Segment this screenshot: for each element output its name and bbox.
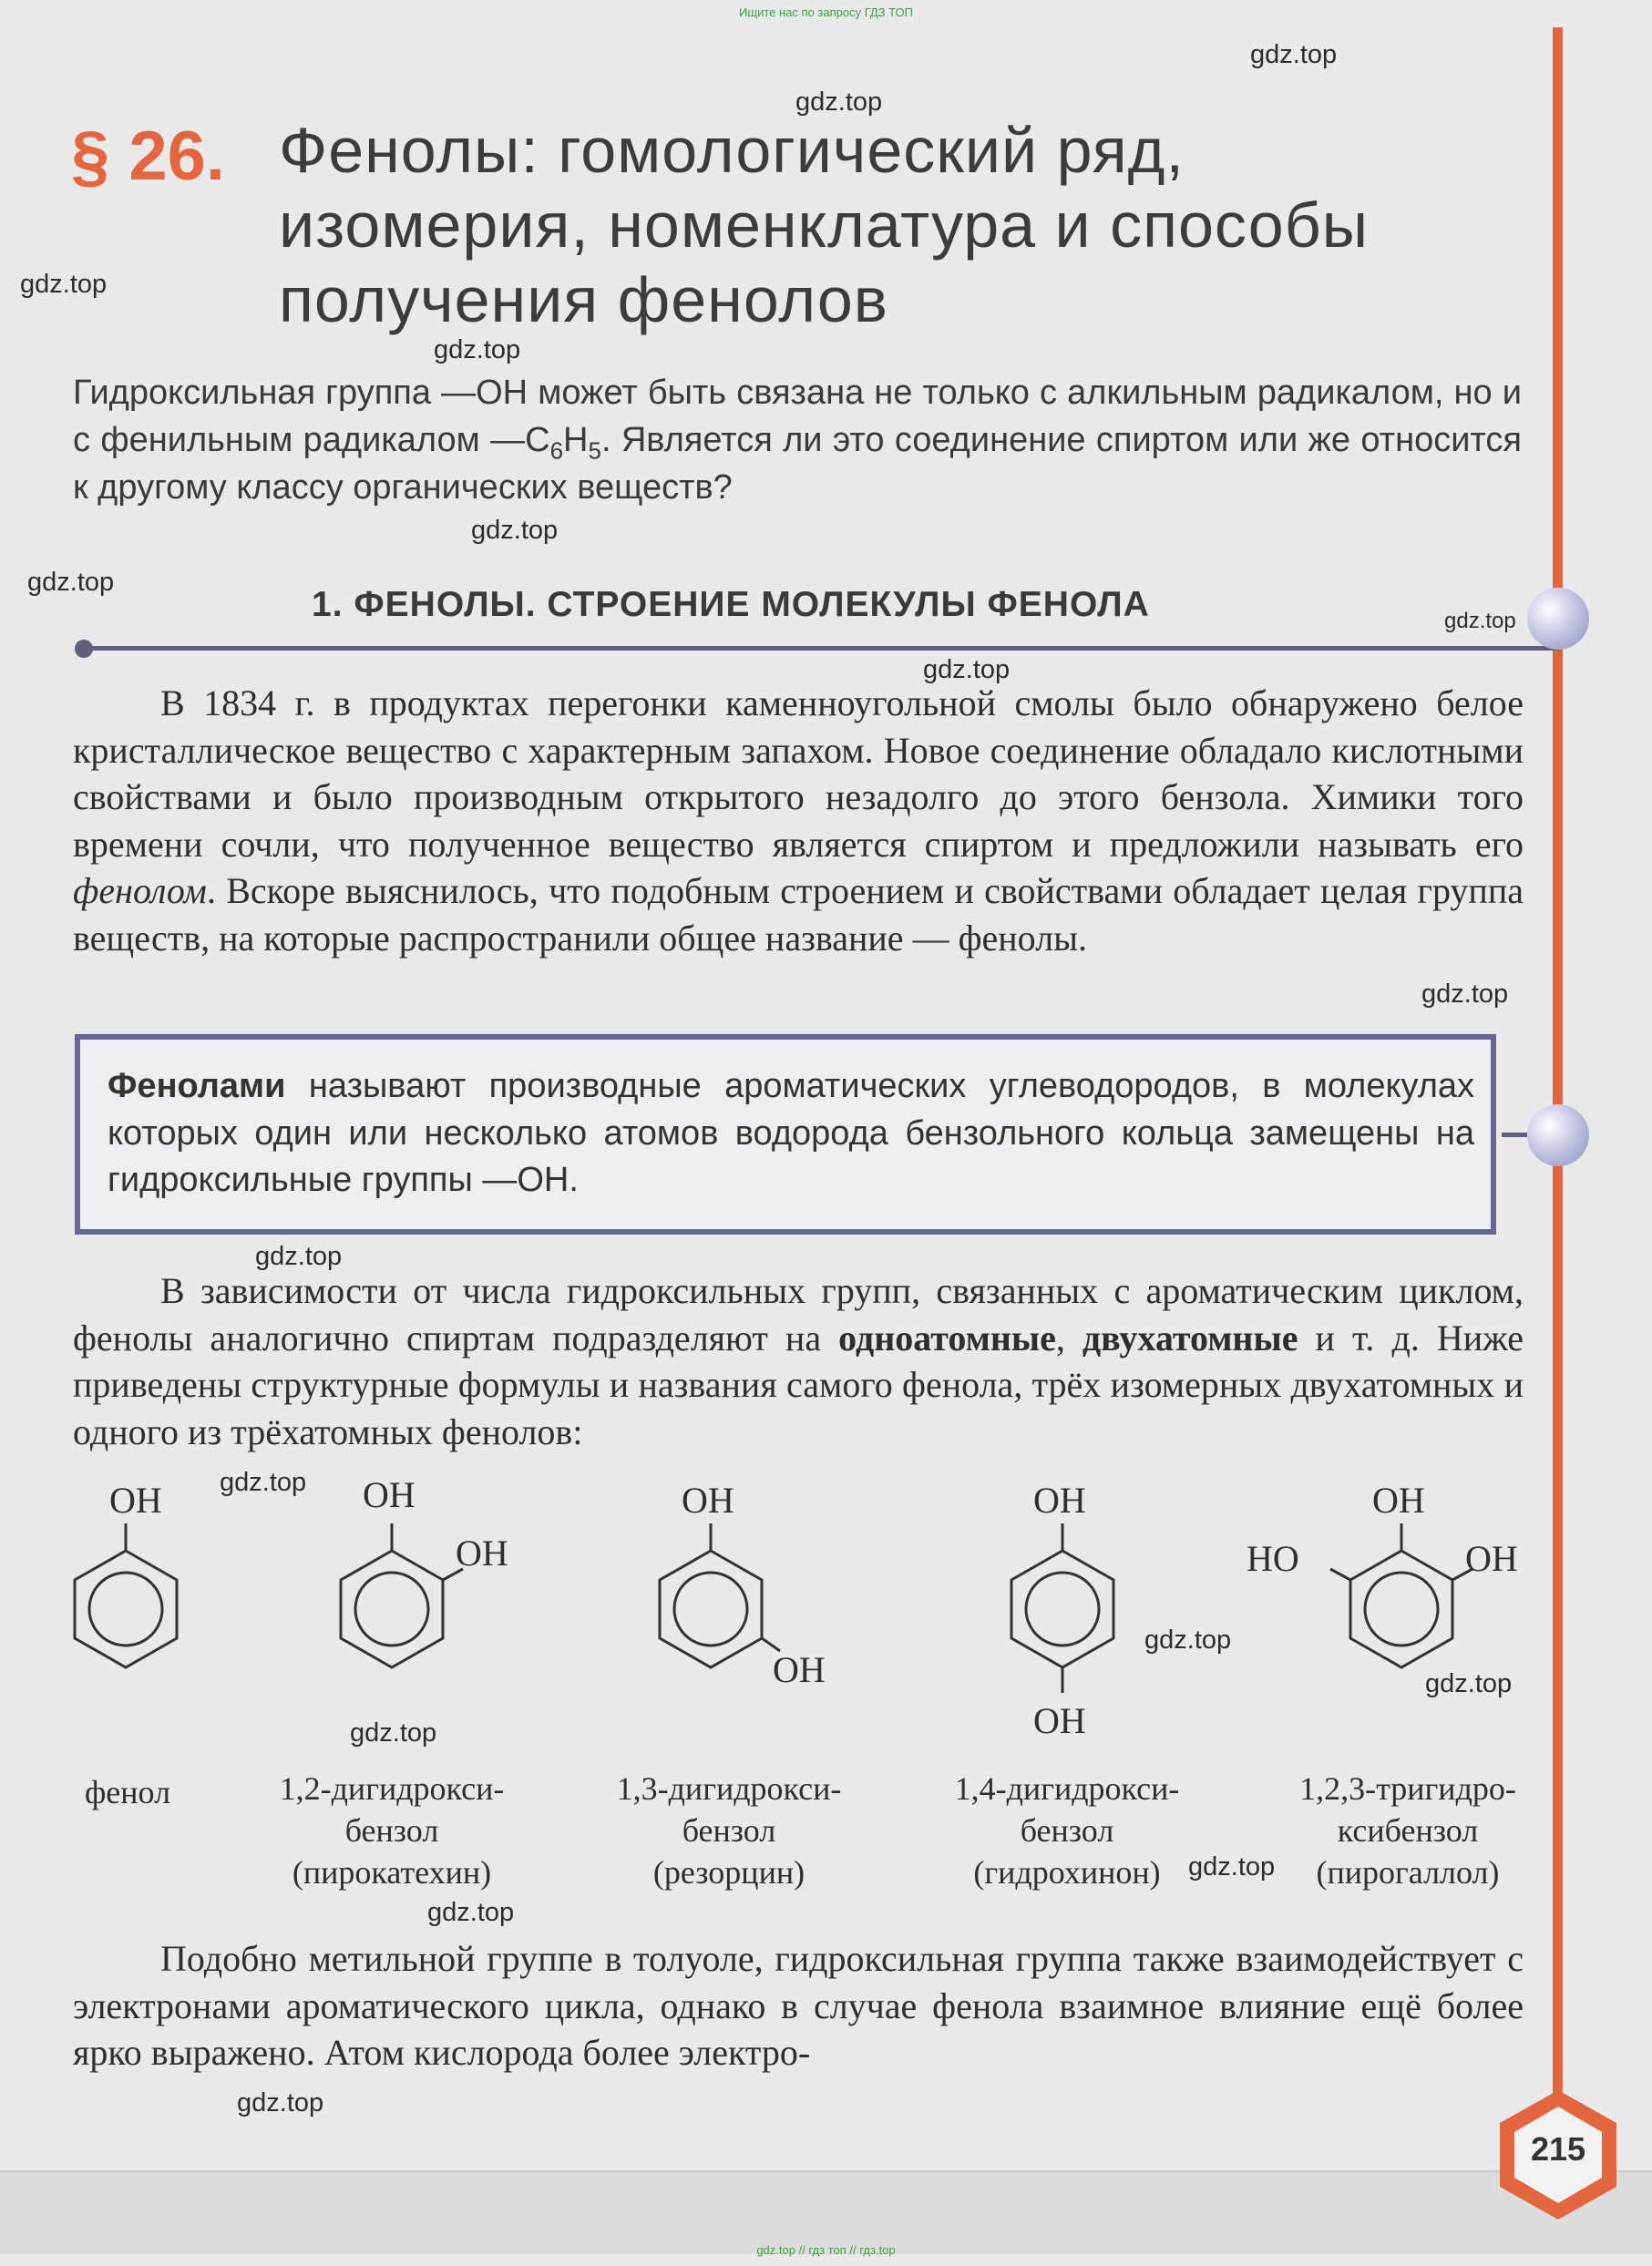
molecule-label-pyrogallol — [1276, 1768, 1540, 1893]
subsection-heading: 1. ФЕНОЛЫ. СТРОЕНИЕ МОЛЕКУЛЫ ФЕНОЛА — [312, 585, 1150, 624]
oh-group: OH — [1465, 1538, 1518, 1579]
label-line: (пирогаллол) — [1316, 1854, 1500, 1891]
watermark: gdz.top — [427, 1898, 515, 1927]
pyrogallol-structure — [1239, 1476, 1531, 1713]
aromatic-circle — [89, 1573, 162, 1646]
label-line: (пирокатехин) — [292, 1854, 492, 1891]
definition-text — [108, 1063, 1474, 1205]
watermark: gdz.top — [1444, 609, 1516, 633]
text-run: В 1834 г. в продуктах перегонки каменноугольной смолы было обнаружено белое кристаллическое вещество с характерным запахом. Новое соединение обладало кислотными свойствами и было производным открытого незадолго до этого бензола. Химики того времени сочли, что полученное вещество является спиртом и предложили называть его — [73, 682, 1524, 865]
label-line: фенол — [84, 1774, 171, 1810]
aromatic-circle — [1365, 1573, 1438, 1646]
watermark: gdz.top — [1425, 1669, 1513, 1698]
label-line: ксибензол — [1337, 1812, 1479, 1849]
definition-box — [75, 1034, 1496, 1235]
label-line: (резорцин) — [652, 1854, 805, 1891]
text-run: . Вскоре выяснилось, что подобным строением и свойствами обладает целая группа веществ, на которые распространили общее название — фенолы. — [73, 870, 1524, 959]
watermark: gdz.top — [220, 1468, 307, 1497]
catechol-structure — [301, 1476, 538, 1713]
subscript: 6 — [549, 436, 564, 465]
subsection-rule — [84, 646, 1560, 651]
oh-group: OH — [1033, 1700, 1086, 1741]
definition-term: Фенолами — [108, 1067, 286, 1105]
watermark: gdz.top — [1144, 1625, 1232, 1655]
oh-group: OH — [773, 1649, 826, 1690]
watermark: gdz.top — [795, 87, 883, 117]
intro-text: Гидроксильная группа —ОН может быть связана не только с алкильным радикалом, но и с фенильным радикалом —C — [73, 374, 1522, 459]
page-number: 215 — [1530, 2130, 1586, 2168]
watermark: gdz.top — [923, 655, 1011, 684]
label-line: 1,2,3-тригидро- — [1299, 1770, 1516, 1807]
molecule-label-catechol — [246, 1768, 538, 1893]
title-line: Фенолы: гомологический ряд, — [279, 115, 1185, 186]
oh-group: OH — [1372, 1480, 1425, 1521]
label-line: бензол — [344, 1812, 439, 1849]
watermark: gdz.top — [1421, 979, 1509, 1009]
watermark: gdz.top — [237, 2088, 324, 2117]
label-line: (гидрохинон) — [973, 1854, 1161, 1891]
watermark: gdz.top — [434, 335, 521, 364]
bond — [1330, 1569, 1350, 1580]
label-line: бензол — [1020, 1812, 1114, 1849]
decorative-ball — [1527, 588, 1589, 650]
molecule-label-phenol — [55, 1771, 200, 1813]
definition-body: называют производные ароматических углеводородов, в молекулах которых один или несколько атомов водорода бензольного кольца замещены на гидроксильные группы —ОН. — [108, 1067, 1474, 1199]
section-number: § 26. — [71, 118, 226, 195]
watermark: gdz.top — [255, 1242, 343, 1271]
paragraph-history — [73, 680, 1524, 961]
decorative-ball — [1527, 1104, 1589, 1166]
paragraph-text: Подобно метильной группе в толуоле, гидроксильная группа также взаимодействует с электронами ароматического цикла, однако в случае фенола взаимное влияние ещё более ярко выражено. Атом кислорода более электро- — [73, 1938, 1524, 2073]
paragraph-text — [73, 1267, 1524, 1455]
paragraph-influence — [73, 1935, 1524, 2076]
molecule-label-resorcinol — [583, 1768, 875, 1893]
oh-group: OH — [682, 1480, 734, 1521]
oh-group: HO — [1247, 1538, 1299, 1579]
bottom-watermark-note: gdz.top // гдз топ // гдз.top — [756, 2243, 896, 2257]
oh-group: OH — [363, 1476, 416, 1515]
top-watermark-note: Ищите нас по запросу ГДЗ ТОП — [739, 5, 913, 19]
oh-group: OH — [109, 1480, 162, 1521]
italic-term: фенолом — [73, 870, 207, 911]
phenol-structure — [55, 1476, 219, 1713]
subscript: 5 — [588, 436, 601, 465]
watermark: gdz.top — [1250, 40, 1338, 69]
intro-text: . Является ли это соединение спиртом или же относится к другому классу органических веществ? — [73, 421, 1522, 507]
resorcinol-structure — [620, 1476, 857, 1713]
aromatic-circle — [674, 1573, 747, 1646]
label-line: бензол — [682, 1812, 776, 1849]
watermark: gdz.top — [20, 270, 108, 299]
molecule-label-hydroquinone — [917, 1768, 1217, 1893]
bottom-band — [0, 2170, 1652, 2254]
watermark: gdz.top — [471, 516, 559, 545]
aromatic-circle — [1026, 1573, 1099, 1646]
text-run: В зависимости от числа гидроксильных групп, связанных с ароматическим циклом, фенолы аналогично спиртам подразделяют на — [73, 1270, 1524, 1359]
oh-group: OH — [1033, 1480, 1086, 1521]
margin-accent-line — [1553, 27, 1563, 2141]
intro-text: H — [563, 421, 589, 459]
hydroquinone-structure — [966, 1476, 1166, 1749]
bold-term: одноатомные — [838, 1317, 1056, 1359]
section-title — [279, 113, 1518, 337]
paragraph-classification — [73, 1267, 1524, 1455]
title-line: получения фенолов — [279, 264, 888, 335]
label-line: 1,3-дигидрокси- — [616, 1770, 842, 1807]
intro-question — [73, 369, 1522, 511]
label-line: 1,2-дигидрокси- — [279, 1770, 505, 1807]
oh-group: OH — [456, 1533, 508, 1574]
aromatic-circle — [355, 1573, 428, 1646]
watermark: gdz.top — [1188, 1852, 1276, 1881]
paragraph-text — [73, 680, 1524, 961]
bold-term: двухатомные — [1082, 1317, 1298, 1359]
text-run: , — [1055, 1317, 1065, 1359]
title-line: изомерия, номенклатура и способы — [279, 190, 1370, 261]
watermark: gdz.top — [27, 568, 115, 597]
label-line: 1,4-дигидрокси- — [954, 1770, 1180, 1807]
text-run: и т. д. Ниже приведены структурные формулы и названия самого фенола, трёх изомерных двухатомных и одного из трёхатомных фенолов: — [73, 1317, 1524, 1452]
watermark: gdz.top — [350, 1718, 437, 1748]
